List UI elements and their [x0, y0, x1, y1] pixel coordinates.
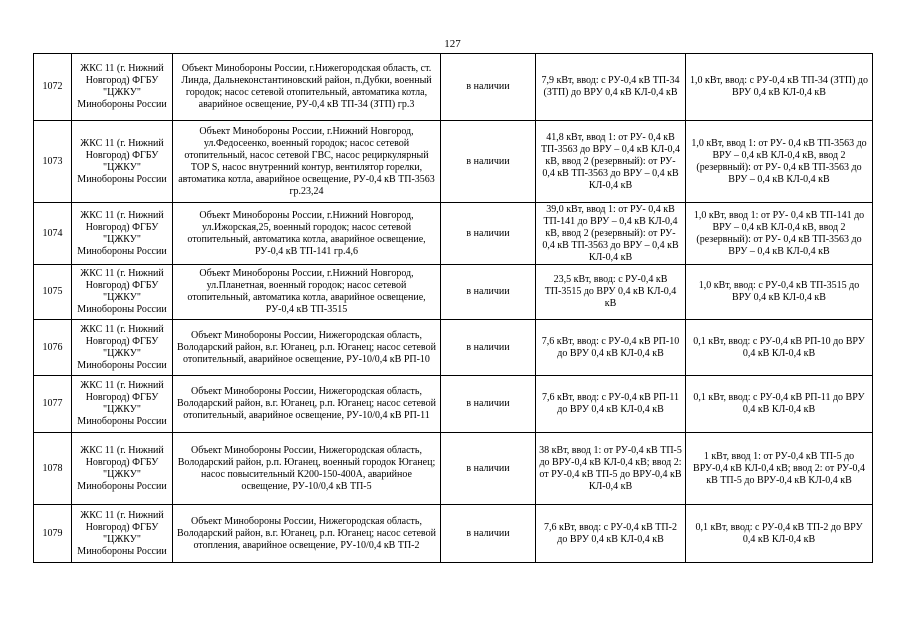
power-available-cell: 1,0 кВт, ввод 1: от РУ- 0,4 кВ ТП-141 до ВРУ – 0,4 кВ КЛ-0,4 кВ, ввод 2 (резервный): от РУ- 0,4 кВ ТП-3563 до ВРУ – 0,4 кВ КЛ-0,4 кВ — [686, 203, 873, 265]
status-cell: в наличии — [441, 505, 536, 563]
power-requested-cell: 7,9 кВт, ввод: с РУ-0,4 кВ ТП-34 (ЗТП) до ВРУ 0,4 кВ КЛ-0,4 кВ — [536, 54, 686, 121]
owner-cell: ЖКС 11 (г. Нижний Новгород) ФГБУ "ЦЖКУ" Минобороны России — [72, 121, 173, 203]
power-available-cell: 1,0 кВт, ввод 1: от РУ- 0,4 кВ ТП-3563 до ВРУ – 0,4 кВ КЛ-0,4 кВ, ввод 2 (резервный): от РУ- 0,4 кВ ТП-3563 до ВРУ – 0,4 кВ КЛ-0,4 кВ — [686, 121, 873, 203]
owner-cell: ЖКС 11 (г. Нижний Новгород) ФГБУ "ЦЖКУ" Минобороны России — [72, 505, 173, 563]
owner-cell: ЖКС 11 (г. Нижний Новгород) ФГБУ "ЦЖКУ" Минобороны России — [72, 54, 173, 121]
status-cell: в наличии — [441, 203, 536, 265]
table-row — [34, 121, 873, 203]
status-cell: в наличии — [441, 376, 536, 433]
power-requested-cell: 7,6 кВт, ввод: с РУ-0,4 кВ ТП-2 до ВРУ 0,4 кВ КЛ-0,4 кВ — [536, 505, 686, 563]
object-cell: Объект Минобороны России, г.Нижний Новгород, ул.Планетная, военный городок; насос сетевой отопительный, автоматика котла, аварийное освещение, РУ-0,4 кВ ТП-3515 — [173, 265, 441, 320]
table-row — [34, 433, 873, 505]
row-number: 1079 — [34, 505, 72, 563]
row-number: 1078 — [34, 433, 72, 505]
power-requested-cell: 38 кВт, ввод 1: от РУ-0,4 кВ ТП-5 до ВРУ-0,4 кВ КЛ-0,4 кВ; ввод 2: от РУ-0,4 кВ ТП-5 до ВРУ-0,4 кВ КЛ-0,4 кВ — [536, 433, 686, 505]
table-row — [34, 320, 873, 376]
row-number: 1075 — [34, 265, 72, 320]
row-number: 1077 — [34, 376, 72, 433]
table-row — [34, 265, 873, 320]
table-row — [34, 505, 873, 563]
power-available-cell: 1,0 кВт, ввод: с РУ-0,4 кВ ТП-3515 до ВРУ 0,4 кВ КЛ-0,4 кВ — [686, 265, 873, 320]
object-cell: Объект Минобороны России, г.Нижний Новгород, ул.Ижорская,25, военный городок; насос сетевой отопительный, автоматика котла, аварийное освещение, РУ-0,4 кВ ТП-141 гр.4,6 — [173, 203, 441, 265]
row-number: 1073 — [34, 121, 72, 203]
row-number: 1074 — [34, 203, 72, 265]
table-row — [34, 54, 873, 121]
object-cell: Объект Минобороны России, Нижегородская область, Володарский район, в.г. Юганец, р.п. Юганец; насос сетевой отопления, аварийное освещение, РУ-10/0,4 кВ ТП-2 — [173, 505, 441, 563]
table-row — [34, 376, 873, 433]
power-available-cell: 1,0 кВт, ввод: с РУ-0,4 кВ ТП-34 (ЗТП) до ВРУ 0,4 кВ КЛ-0,4 кВ — [686, 54, 873, 121]
power-available-cell: 1 кВт, ввод 1: от РУ-0,4 кВ ТП-5 до ВРУ-0,4 кВ КЛ-0,4 кВ; ввод 2: от РУ-0,4 кВ ТП-5 до ВРУ-0,4 кВ КЛ-0,4 кВ — [686, 433, 873, 505]
status-cell: в наличии — [441, 320, 536, 376]
owner-cell: ЖКС 11 (г. Нижний Новгород) ФГБУ "ЦЖКУ" Минобороны России — [72, 320, 173, 376]
row-number: 1076 — [34, 320, 72, 376]
object-cell: Объект Минобороны России, Нижегородская область, Володарский район, в.г. Юганец, р.п. Юганец; насос сетевой отопительный, аварийное освещение, РУ-10/0,4 кВ РП-11 — [173, 376, 441, 433]
facilities-table — [33, 53, 873, 563]
table-row — [34, 203, 873, 265]
owner-cell: ЖКС 11 (г. Нижний Новгород) ФГБУ "ЦЖКУ" Минобороны России — [72, 265, 173, 320]
power-available-cell: 0,1 кВт, ввод: с РУ-0,4 кВ ТП-2 до ВРУ 0,4 кВ КЛ-0,4 кВ — [686, 505, 873, 563]
object-cell: Объект Минобороны России, г.Нижний Новгород, ул.Федосеенко, военный городок; насос сетевой отопительный, насос сетевой ГВС, насос рециркулярный TOP S, насос внутренний контур, вентилятор горелки, автоматика котла, аварийное освещение, РУ-0,4 кВ ТП-3563 гр.23,24 — [173, 121, 441, 203]
power-requested-cell: 41,8 кВт, ввод 1: от РУ- 0,4 кВ ТП-3563 до ВРУ – 0,4 кВ КЛ-0,4 кВ, ввод 2 (резервный): от РУ- 0,4 кВ ТП-3563 до ВРУ – 0,4 кВ КЛ-0,4 кВ — [536, 121, 686, 203]
row-number: 1072 — [34, 54, 72, 121]
power-requested-cell: 7,6 кВт, ввод: с РУ-0,4 кВ РП-11 до ВРУ 0,4 кВ КЛ-0,4 кВ — [536, 376, 686, 433]
owner-cell: ЖКС 11 (г. Нижний Новгород) ФГБУ "ЦЖКУ" Минобороны России — [72, 433, 173, 505]
power-requested-cell: 39,0 кВт, ввод 1: от РУ- 0,4 кВ ТП-141 до ВРУ – 0,4 кВ КЛ-0,4 кВ, ввод 2 (резервный): от РУ- 0,4 кВ ТП-3563 до ВРУ – 0,4 кВ КЛ-0,4 кВ — [536, 203, 686, 265]
status-cell: в наличии — [441, 265, 536, 320]
status-cell: в наличии — [441, 433, 536, 505]
object-cell: Объект Минобороны России, г.Нижегородская область, ст. Линда, Дальнеконстантиновский район, п.Дубки, военный городок; насос сетевой отопительный, автоматика котла, аварийное освещение, РУ-0,4 кВ ТП-34 (ЗТП) гр.3 — [173, 54, 441, 121]
object-cell: Объект Минобороны России, Нижегородская область, Володарский район, р.п. Юганец, военный городок Юганец; насос повысительный К200-150-400А, аварийное освещение, РУ-10/0,4 кВ ТП-5 — [173, 433, 441, 505]
owner-cell: ЖКС 11 (г. Нижний Новгород) ФГБУ "ЦЖКУ" Минобороны России — [72, 376, 173, 433]
power-available-cell: 0,1 кВт, ввод: с РУ-0,4 кВ РП-11 до ВРУ 0,4 кВ КЛ-0,4 кВ — [686, 376, 873, 433]
object-cell: Объект Минобороны России, Нижегородская область, Володарский район, в.г. Юганец, р.п. Юганец; насос сетевой отопительный, аварийное освещение, РУ-10/0,4 кВ РП-10 — [173, 320, 441, 376]
status-cell: в наличии — [441, 121, 536, 203]
page-number: 127 — [444, 38, 461, 50]
power-available-cell: 0,1 кВт, ввод: с РУ-0,4 кВ РП-10 до ВРУ 0,4 кВ КЛ-0,4 кВ — [686, 320, 873, 376]
power-requested-cell: 7,6 кВт, ввод: с РУ-0,4 кВ РП-10 до ВРУ 0,4 кВ КЛ-0,4 кВ — [536, 320, 686, 376]
power-requested-cell: 23,5 кВт, ввод: с РУ-0,4 кВ ТП-3515 до ВРУ 0,4 кВ КЛ-0,4 кВ — [536, 265, 686, 320]
owner-cell: ЖКС 11 (г. Нижний Новгород) ФГБУ "ЦЖКУ" Минобороны России — [72, 203, 173, 265]
status-cell: в наличии — [441, 54, 536, 121]
